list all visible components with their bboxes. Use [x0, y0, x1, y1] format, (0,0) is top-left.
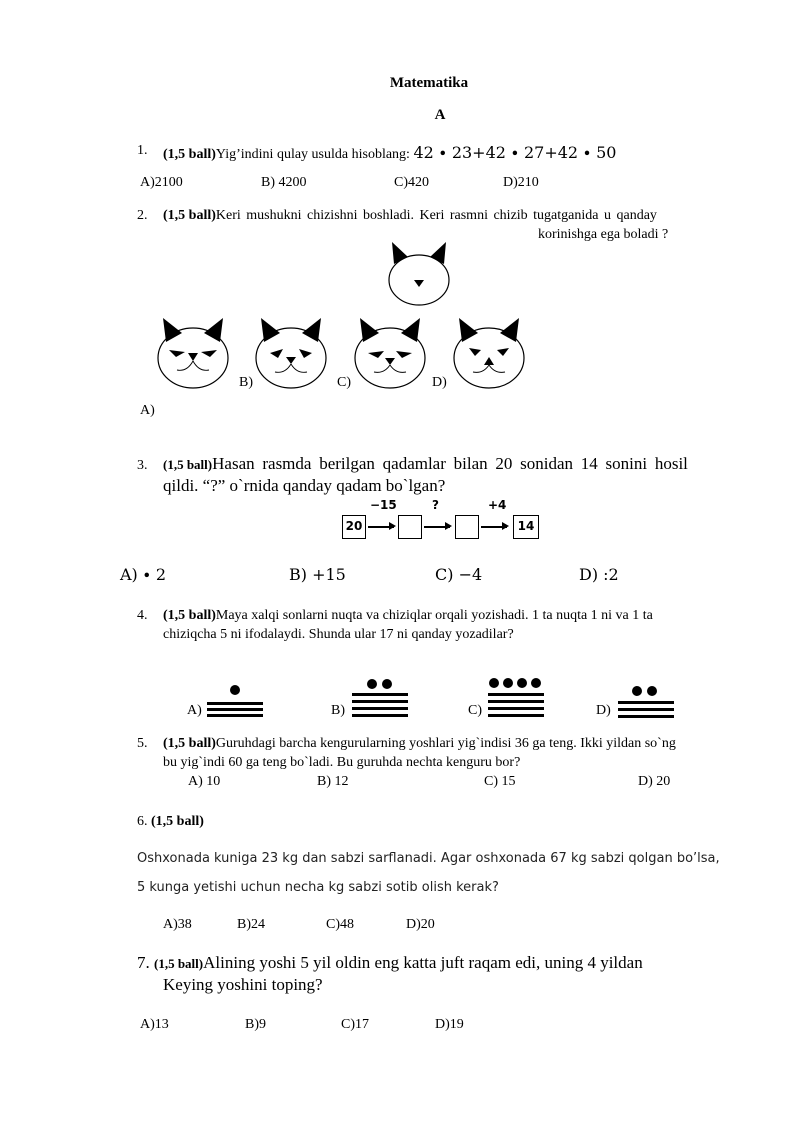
- option-d[interactable]: D): [432, 375, 447, 390]
- option-b[interactable]: B) 4200: [261, 175, 307, 190]
- cat-option-a-image[interactable]: [155, 316, 231, 390]
- option-c[interactable]: C): [337, 375, 351, 390]
- option-c[interactable]: C)48: [326, 917, 354, 932]
- end-value: 14: [517, 519, 535, 533]
- question-text-line-1: [163, 454, 688, 474]
- option-d[interactable]: D) :2: [579, 565, 619, 584]
- question-number: 3.: [137, 458, 148, 473]
- option-b[interactable]: B) +15: [289, 565, 346, 584]
- bar: [488, 700, 544, 703]
- bar: [618, 715, 674, 718]
- dot: [230, 685, 240, 695]
- question-number: 1.: [137, 143, 148, 158]
- start-value: 20: [345, 519, 363, 533]
- option-b[interactable]: B)9: [245, 1017, 266, 1032]
- bar: [618, 701, 674, 704]
- option-d[interactable]: D)210: [503, 175, 539, 190]
- math-expression: 42 ∙ 23+42 ∙ 27+42 ∙ 50: [413, 143, 617, 162]
- points-label: (1,5 ball): [163, 608, 216, 623]
- page-title: Matematika: [389, 75, 469, 91]
- question-text-line-1: [163, 736, 676, 752]
- option-b[interactable]: B) 12: [317, 774, 349, 789]
- bar: [207, 702, 263, 705]
- bar: [352, 693, 408, 696]
- option-d[interactable]: D)20: [406, 917, 435, 932]
- step-2-label: ?: [432, 498, 439, 512]
- question-text-line-1: [137, 953, 643, 973]
- bar: [207, 708, 263, 711]
- option-c[interactable]: C) 15: [484, 774, 516, 789]
- question-text-line-2: chiziqcha 5 ni ifodalaydi. Shunda ular 17 ni qanday yozadilar?: [163, 627, 514, 642]
- option-a[interactable]: A)38: [163, 917, 192, 932]
- points-label: (1,5 ball): [151, 814, 204, 829]
- bar: [352, 714, 408, 717]
- bar: [352, 700, 408, 703]
- question-text-line-2: qildi. “?” o`rnida qanday qadam bo`lgan?: [163, 476, 446, 495]
- question-text-line-1: [163, 608, 653, 624]
- question-text-line-2: bu yig`indi 60 ga teng bo`ladi. Bu guruhda nechta kenguru bor?: [163, 755, 521, 770]
- option-a[interactable]: A): [187, 703, 202, 718]
- points-label: (1,5 ball): [163, 147, 216, 162]
- question-prompt: Yig’indini qulay usulda hisoblang:: [215, 147, 410, 162]
- question-text-line-2: Keying yoshini toping?: [163, 975, 323, 994]
- arrow-2: [424, 526, 450, 528]
- partial-cat-image: [386, 240, 452, 308]
- question-number: 5.: [137, 736, 148, 751]
- question-prompt: Hasan rasmda berilgan qadamlar bilan 20 sonidan 14 sonini hosil: [212, 454, 688, 473]
- arrow-1: [368, 526, 394, 528]
- bar: [618, 708, 674, 711]
- arrow-3: [481, 526, 507, 528]
- bar: [207, 714, 263, 717]
- variant-label: A: [434, 107, 446, 123]
- option-d[interactable]: D): [596, 703, 611, 718]
- question-number: 4.: [137, 608, 148, 623]
- blank-box-2: [455, 515, 479, 539]
- blank-box-1: [398, 515, 422, 539]
- option-a[interactable]: A)13: [140, 1017, 169, 1032]
- question-header: [137, 814, 204, 830]
- question-prompt: Alining yoshi 5 yil oldin eng katta juft raqam edi, uning 4 yildan: [203, 953, 643, 972]
- bar: [488, 693, 544, 696]
- dot: [367, 679, 377, 689]
- cat-option-c-image[interactable]: [352, 316, 428, 390]
- question-number: 7.: [137, 953, 150, 972]
- points-label: (1,5 ball): [163, 736, 216, 751]
- option-b[interactable]: B): [239, 375, 253, 390]
- dot: [632, 686, 642, 696]
- points-label: (1,5 ball): [154, 956, 204, 971]
- bar: [488, 714, 544, 717]
- dot: [382, 679, 392, 689]
- dot: [517, 678, 527, 688]
- dot: [647, 686, 657, 696]
- step-3-label: +4: [488, 498, 507, 512]
- bar: [488, 707, 544, 710]
- step-1-label: −15: [370, 498, 397, 512]
- option-c[interactable]: C): [468, 703, 482, 718]
- question-prompt: Maya xalqi sonlarni nuqta va chiziqlar orqali yozishadi. 1 ta nuqta 1 ni va 1 ta: [215, 608, 653, 623]
- question-text: [163, 143, 616, 163]
- start-box: [342, 515, 366, 539]
- bar: [352, 707, 408, 710]
- option-a[interactable]: A) ∙ 2: [120, 565, 166, 584]
- option-b[interactable]: B)24: [237, 917, 265, 932]
- question-number: 2.: [137, 208, 148, 223]
- points-label: (1,5 ball): [163, 457, 213, 472]
- question-text-line-2: 5 kunga yetishi uchun necha kg sabzi sotib olish kerak?: [137, 880, 499, 895]
- option-d[interactable]: D)19: [435, 1017, 464, 1032]
- option-c[interactable]: C) −4: [435, 565, 483, 584]
- points-label: (1,5 ball): [163, 208, 216, 223]
- question-text-line-1: Oshxonada kuniga 23 kg dan sabzi sarflanadi. Agar oshxonada 67 kg sabzi qolgan bo’lsa,: [137, 851, 720, 866]
- question-prompt: Guruhdagi barcha kengurularning yoshlari yig`indisi 36 ga teng. Ikki yildan so`ng: [215, 736, 676, 751]
- question-prompt: Keri mushukni chizishni boshladi. Keri rasmni chizib tugatganida u qanday: [215, 208, 657, 223]
- end-box: [513, 515, 539, 539]
- option-a[interactable]: A): [140, 403, 155, 418]
- option-c[interactable]: C)17: [341, 1017, 369, 1032]
- option-c[interactable]: C)420: [394, 175, 429, 190]
- cat-option-d-image[interactable]: [451, 316, 527, 390]
- dot: [531, 678, 541, 688]
- option-d[interactable]: D) 20: [638, 774, 671, 789]
- option-b[interactable]: B): [331, 703, 345, 718]
- question-number: 6.: [137, 814, 148, 829]
- dot: [503, 678, 513, 688]
- dot: [489, 678, 499, 688]
- question-text-line-2: korinishga ega boladi ?: [538, 227, 669, 242]
- cat-option-b-image[interactable]: [253, 316, 329, 390]
- option-a[interactable]: A)2100: [140, 175, 183, 190]
- question-text-line-1: [163, 208, 657, 224]
- option-a[interactable]: A) 10: [188, 774, 221, 789]
